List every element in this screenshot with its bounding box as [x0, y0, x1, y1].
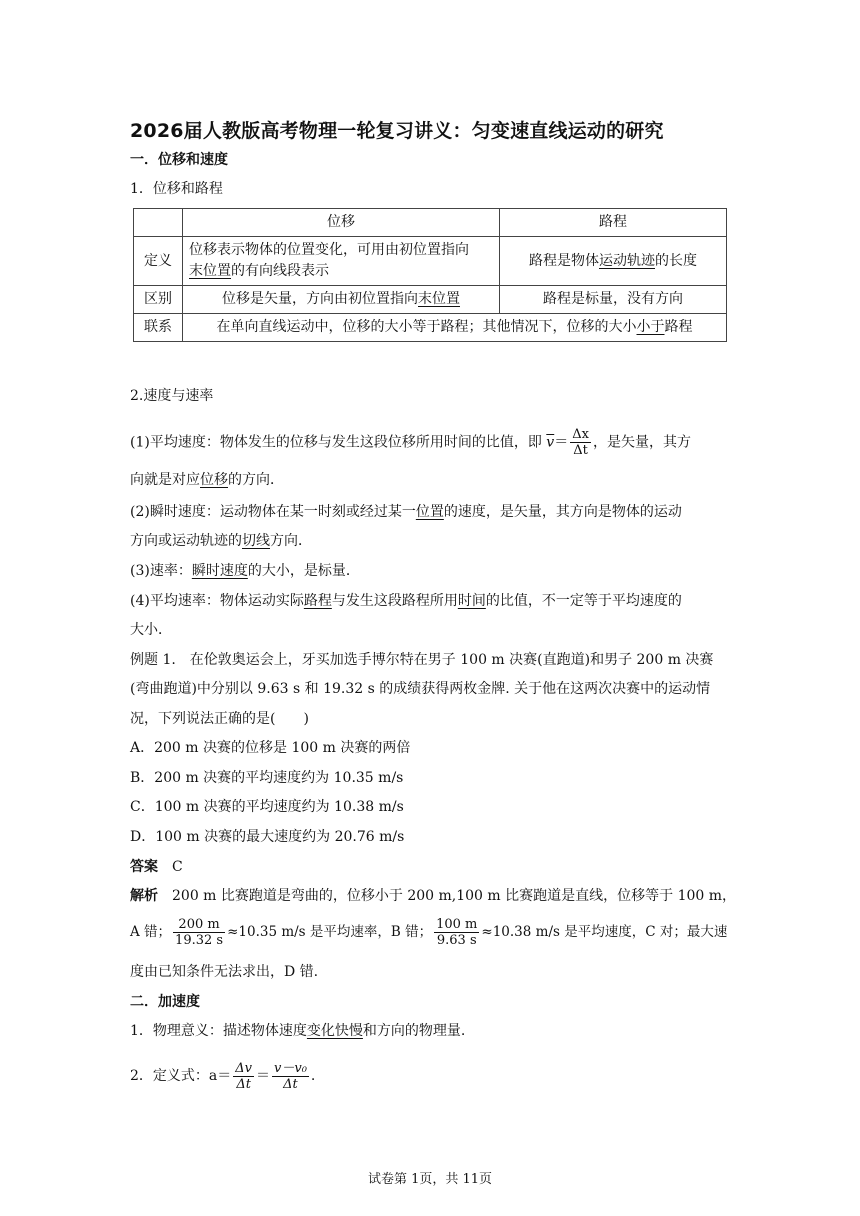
analysis-line: A 错； $\frac{200 m}{19.32 s}$ ≈10.35 m/s 是平均速率，B 错； $\frac{100 m}{9.63 s}$ ≈10.38 m/s 是平均速度，C 对；最大速: [130, 917, 728, 948]
answer-label: 答案: [130, 859, 158, 875]
example-question-line: (弯曲跑道)中分别以 9.63 s 和 19.32 s 的成绩获得两枚金牌. 关于他在这两次决赛中的运动情: [130, 681, 711, 697]
cell-text: 位移是矢量，方向由初位置指向: [222, 291, 418, 307]
option-d: D．100 m 决赛的最大速度约为 20.76 m/s: [130, 829, 405, 845]
row-label: 区别: [134, 286, 183, 314]
table-cell: [183, 237, 500, 286]
table-header-cell: [134, 209, 183, 237]
section-heading-displacement-velocity: 一．位移和速度: [130, 152, 228, 168]
paragraph-average-speed-cont: 大小．: [130, 622, 172, 638]
cell-text: 在单向直线运动中，位移的大小等于路程；其他情况下，位移的大小: [216, 319, 637, 335]
text: ＝: [554, 434, 569, 451]
example-question-line: 况，下列说法正确的是( ): [130, 711, 309, 727]
option-c: C．100 m 决赛的平均速度约为 10.38 m/s: [130, 799, 404, 815]
analysis-line: 解析 200 m 比赛跑道是弯曲的，位移小于 200 m,100 m 比赛跑道是直线，位移等于 100 m，: [130, 888, 737, 904]
row-label: 联系: [134, 314, 183, 342]
row-label: 定义: [134, 237, 183, 286]
table-row: [134, 286, 727, 314]
underlined-term: 时间: [457, 593, 486, 609]
answer-line: [130, 857, 730, 877]
v-bar-symbol: $\overline{v}$: [546, 434, 555, 451]
fraction-dx-dt: $\frac{\Delta x}{\Delta t}$: [572, 427, 589, 458]
underlined-term: 路程: [303, 593, 332, 609]
fraction-v-v0-dt: $\frac{\text{v－v₀}}{\Delta t}$: [274, 1060, 307, 1092]
table-row: [134, 237, 727, 286]
table-cell: [500, 237, 727, 286]
underlined-term: 运动轨迹: [599, 252, 655, 269]
subsection-displacement-distance: 1．位移和路程: [130, 181, 223, 197]
cell-text: 的有向线段表示: [231, 263, 329, 279]
fraction-200m: $\frac{200 m}{19.32 s}$: [175, 917, 224, 948]
underlined-term: 变化快慢: [306, 1023, 363, 1039]
table-header-row: [134, 209, 727, 237]
page-footer: 试卷第 1页，共 11页: [367, 1172, 493, 1187]
table-header-cell: 位移: [183, 209, 500, 237]
paragraph-speed: (3)速率：瞬时速度的大小，是标量．: [130, 563, 360, 579]
underlined-term: 位置: [415, 504, 444, 520]
paragraph-average-velocity-cont: 向就是对应位移的方向．: [130, 472, 284, 488]
paragraph-instant-velocity-cont: 方向或运动轨迹的切线方向．: [130, 533, 312, 549]
cell-text: 路程是物体: [529, 252, 599, 269]
text: (1)平均速度：物体发生的位移与发生这段位移所用时间的比值，即: [130, 434, 542, 451]
comparison-table: [133, 208, 727, 342]
paragraph-definition-formula: 2．定义式：a＝ $\frac{\Delta v}{\Delta t}$ ＝ $\frac{\text{v－v₀}}{\Delta t}$ .: [130, 1060, 316, 1092]
paragraph-physical-meaning: 1．物理意义：描述物体速度变化快慢和方向的物理量.: [130, 1023, 466, 1039]
underlined-term: 小于: [636, 319, 665, 335]
subsection-velocity-speed: 2.速度与速率: [130, 388, 214, 404]
example-question-line: 例题 1. 在伦敦奥运会上，牙买加选手博尔特在男子 100 m 决赛(直跑道)和男子 200 m 决赛: [130, 652, 714, 668]
table-cell: 路程是标量，没有方向: [500, 286, 727, 314]
table-cell: [183, 286, 500, 314]
section-heading-acceleration: 二．加速度: [130, 994, 200, 1010]
cell-text: 位移表示物体的位置变化，可用由初位置指向: [189, 242, 469, 258]
paragraph-instant-velocity: (2)瞬时速度：运动物体在某一时刻或经过某一位置的速度，是矢量，其方向是物体的运动: [130, 504, 682, 520]
option-b: B．200 m 决赛的平均速度约为 10.35 m/s: [130, 770, 404, 786]
table-cell: [183, 314, 727, 342]
analysis-label: 解析: [130, 888, 158, 904]
cell-text: 的长度: [655, 252, 697, 269]
underlined-term: 切线: [242, 533, 270, 549]
option-a: A．200 m 决赛的位移是 100 m 决赛的两倍: [130, 740, 411, 756]
fraction-100m: $\frac{100 m}{9.63 s}$: [436, 917, 478, 948]
analysis-line: 度由已知条件无法求出，D 错.: [130, 964, 319, 980]
text: ，是矢量，其方: [592, 434, 691, 451]
fraction-dv-dt: $\frac{\Delta v}{\Delta t}$: [235, 1060, 252, 1092]
table-row: [134, 314, 727, 342]
underlined-term: 位移: [200, 472, 228, 488]
paragraph-average-velocity: [130, 427, 730, 457]
underlined-term: 末位置: [189, 263, 231, 279]
paragraph-average-speed: (4)平均速率：物体运动实际路程与发生这段路程所用时间的比值，不一定等于平均速度的: [130, 593, 682, 609]
cell-text: 路程: [664, 319, 693, 335]
answer-value: C: [172, 859, 183, 875]
underlined-term: 末位置: [418, 291, 460, 307]
underlined-term: 瞬时速度: [191, 563, 248, 579]
table-header-cell: 路程: [500, 209, 727, 237]
page-title: 2026届人教版高考物理一轮复习讲义：匀变速直线运动的研究: [130, 120, 664, 142]
